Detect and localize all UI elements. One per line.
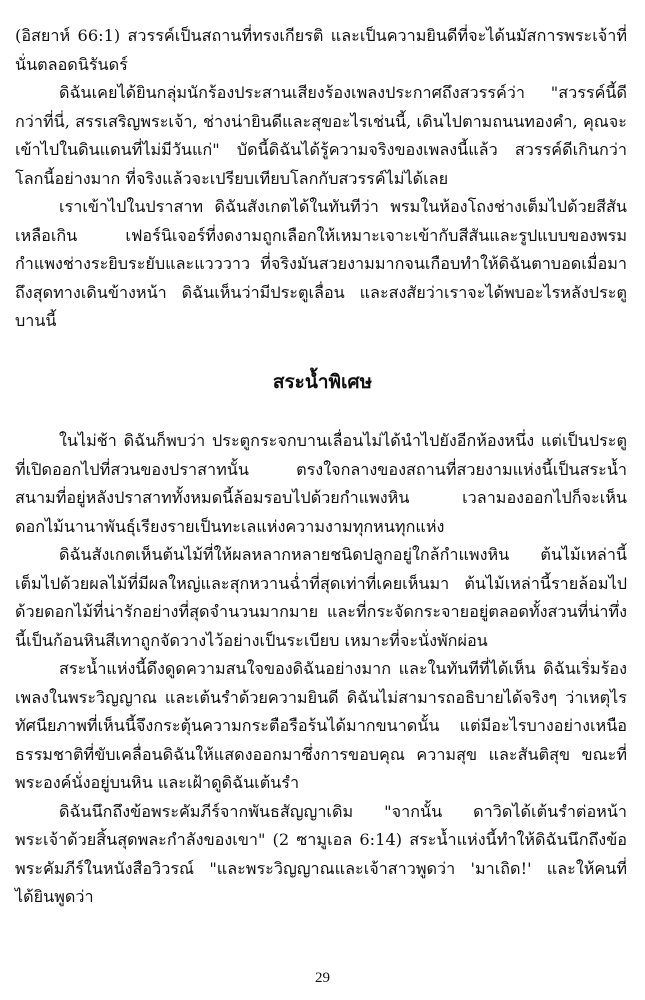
section-heading: สระน้ำพิเศษ [272, 371, 373, 393]
paragraph-scripture: ดิฉันนึกถึงข้อพระคัมภีร์จากพันธสัญญาเดิม "จากนั้น ดาวิดได้เต้นรำต่อหน้าพระเจ้าด้วยสิ้นสุดพละกำลังของเขา" (2 ซามูเอล 6:14) สระน้ำแห่งนี้ทำให้ดิฉันนึกถึงข้อพระคัมภีร์ในหนังสือวิวรณ์ "และพระวิญญาณและเจ้าสาวพูดว่า 'มาเถิด!' และให้คนที่ได้ยินพูดว่า [15, 801, 627, 906]
paragraph-garden-pool: ในไม่ช้า ดิฉันก็พบว่า ประตูกระจกบานเลื่อนไม่ได้นำไปยังอีกห้องหนึ่ง แต่เป็นประตูที่เปิดออกไปที่สวนของปราสาทนั้น ตรงใจกลางของสถานที่สวยงามแห่งนี้เป็นสระน้ำ สนามที่อยู่หลังปราสาททั้งหมดนี้ล้อมรอบไปด้วยกำแพงหิน เวลามองออกไปก็จะเห็นดอกไม้นานาพันธุ์เรียงรายเป็นทะเลแห่งความงามทุกหนทุกแห่ง [15, 431, 627, 536]
paragraph-fruit-trees: ดิฉันสังเกตเห็นต้นไม้ที่ให้ผลหลากหลายชนิดปลูกอยู่ใกล้กำแพงหิน ต้นไม้เหล่านี้เต็มไปด้วยผลไม้ที่มีผลใหญ่และสุกหวานฉ่ำที่สุดเท่าที่เคยเห็นมา ต้นไม้เหล่านี้รายล้อมไปด้วยดอกไม้ที่น่ารักอย่างที่สุดจำนวนมากมาย และที่กระจัดกระจายอยู่ตลอดทั้งสวนที่น่าทึ่งนี้เป็นก้อนหินสีเทาถูกจัดวางไว้อย่างเป็นระเบียบ เหมาะที่จะนั่งพักผ่อน [15, 545, 627, 650]
paragraph-dancing: สระน้ำแห่งนี้ดึงดูดความสนใจของดิฉันอย่างมาก และในทันทีที่ได้เห็น ดิฉันเริ่มร้องเพลงในพระวิญญาณ และเต้นรำด้วยความยินดี ดิฉันไม่สามารถอธิบายได้จริงๆ ว่าเหตุไรทัศนียภาพที่เห็นนี้จึงกระตุ้นความกระตือรือร้นได้มากขนาดนั้น แต่มีอะไรบางอย่างเหนือธรรมชาติที่ขับเคลื่อนดิฉันให้แสดงออกมาซึ่งการขอบคุณ ความสุข และสันติสุข ขณะที่พระองค์นั่งอยู่บนหิน และเฝ้าดูดิฉันเต้นรำ [15, 659, 627, 792]
paragraph-choir-song: ดิฉันเคยได้ยินกลุ่มนักร้องประสานเสียงร้องเพลงประกาศถึงสวรรค์ว่า "สวรรค์นี้ดีกว่าที่นี่, สรรเสริญพระเจ้า, ช่างน่ายินดีและสุขอะไรเช่นนี้, เดินไปตามถนนทองคำ, คุณจะเข้าไปในดินแดนที่ไม่มีวันแก่" บัดนี้ดิฉันได้รู้ความจริงของเพลงนี้แล้ว สวรรค์ดีเกินกว่าโลกนี้อย่างมาก ที่จริงแล้วจะเปรียบเทียบโลกกับสวรรค์ไม่ได้เลย [15, 83, 627, 188]
body-text-top [15, 22, 627, 336]
paragraph-castle-entry: เราเข้าไปในปราสาท ดิฉันสังเกตได้ในทันทีว่า พรมในห้องโถงช่างเต็มไปด้วยสีสันเหลือเกิน เฟอร์นิเจอร์ที่งดงามถูกเลือกให้เหมาะเจาะเข้ากับสีสันและรูปแบบของพรม กำแพงช่างระยิบระยับและแวววาว ที่จริงมันสวยงามมากจนเกือบทำให้ดิฉันตาบอดเมื่อมาถึงสุดทางเดินข้างหน้า ดิฉันเห็นว่ามีประตูเลื่อน และสงสัยว่าเราจะได้พบอะไรหลังประตูบานนี้ [15, 197, 627, 330]
page-number: 29 [315, 970, 330, 986]
paragraph-isaiah-continuation: (อิสยาห์ 66:1) สวรรค์เป็นสถานที่ทรงเกียรติ และเป็นความยินดีที่จะได้นมัสการพระเจ้าที่นั่นตลอดนิรันดร์ [15, 26, 627, 74]
body-text-section [15, 427, 627, 912]
